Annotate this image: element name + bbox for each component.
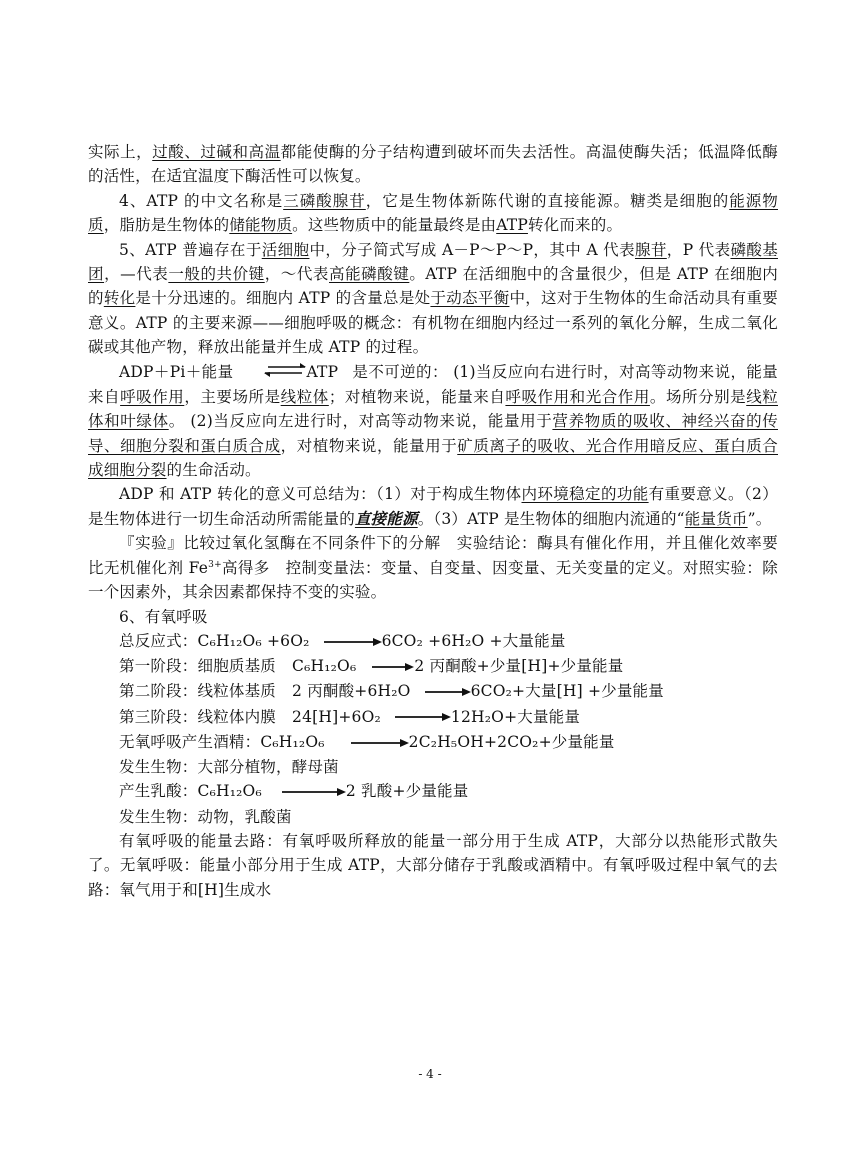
label: 第三阶段：线粒体内膜: [119, 707, 277, 726]
text: 发生生物：动物，乳酸菌: [119, 807, 292, 826]
text: 转化而来的。: [527, 216, 623, 235]
reactant: C₆H₁₂O₆: [197, 782, 262, 801]
text: 实际上，: [88, 143, 153, 161]
underlined-term: ATP: [496, 216, 528, 235]
underlined-term: 线粒体和叶绿体: [88, 387, 778, 431]
label: 总反应式：: [119, 631, 198, 650]
label: 产生乳酸：: [119, 782, 198, 801]
underlined-term: 三磷酸腺苷: [283, 191, 366, 210]
reactant: C₆H₁₂O₆: [260, 732, 325, 751]
underlined-term: 腺苷: [634, 240, 667, 259]
underlined-term: 呼吸作用和光合作用: [505, 387, 650, 406]
paragraph-atp-name: [88, 189, 778, 238]
page-number: - 4 -: [418, 1067, 442, 1081]
product: 2 乳酸+少量能量: [345, 782, 469, 801]
arrow-icon: [351, 731, 409, 755]
arrow-icon: [282, 780, 346, 804]
underlined-term: 能源物质: [88, 191, 778, 235]
equation-stage-3: [88, 705, 778, 730]
text: 有氧呼吸的能量去路：有氧呼吸所释放的能量一部分用于生成 ATP，大部分以热能形式散失了。无氧呼吸：能量小部分用于生成 ATP，大部分储存于乳酸或酒精中。有氧呼吸过程中氧气的去路：氧气用于和[H]生成水: [88, 831, 778, 899]
text: 中，分子简式写成 A－P～P～P，其中 A 代表: [309, 240, 635, 259]
label: 第一阶段：细胞质基质: [119, 657, 277, 676]
label: 无氧呼吸产生酒精：: [119, 732, 261, 751]
text: 是十分迅速的。细胞内 ATP 的含量总是处: [135, 289, 431, 308]
section-title: [88, 605, 778, 629]
equation-anaerobic-alcohol: [88, 730, 778, 755]
text: 4、ATP 的中文名称是: [119, 191, 284, 210]
equation-left: ADP＋Pi＋能量: [119, 362, 234, 381]
emphasized-term: 直接能源: [354, 508, 418, 528]
text: 『实验』比较过氧化氢酶在不同条件下的分解 实验结论：酶具有催化作用，并且催化效率要比无机催化剂 Fe: [88, 534, 778, 577]
text: ，它是生物体新陈代谢的直接能源。糖类是细胞的: [365, 191, 730, 210]
reactant: C₆H₁₂O₆ +6O₂: [197, 631, 310, 650]
underlined-term: 活细胞: [261, 240, 310, 259]
product: 12H₂O+大量能量: [450, 707, 581, 726]
underlined-term: 磷酸基团: [88, 240, 778, 284]
text: ，～代表: [264, 265, 329, 284]
equation-total: [88, 629, 778, 654]
text: 5、ATP 普遍存在于: [119, 240, 262, 259]
text: 6、有氧呼吸: [119, 607, 208, 626]
underlined-term: 转化: [103, 289, 136, 308]
underlined-term: 高能磷酸键: [329, 265, 410, 284]
arrow-icon: [324, 630, 382, 654]
document-page: [88, 140, 778, 902]
text: ADP 和 ATP 转化的意义可总结为：（1）对于构成生物体: [119, 485, 522, 504]
underlined-term: 过酸、过碱和高温: [152, 143, 281, 161]
paragraph-conversion-significance: [88, 482, 778, 531]
paragraph-atp-structure: [88, 238, 778, 360]
underlined-term: 储能物质: [229, 216, 293, 235]
reactant: 24[H]+6O₂: [292, 707, 381, 726]
paragraph-enzyme-activity: [88, 140, 778, 189]
product: 2C₂H₅OH+2CO₂+少量能量: [408, 732, 615, 751]
paragraph-energy-fate: [88, 829, 778, 902]
organisms-lactic: [88, 805, 778, 829]
reversible-arrow-icon: [233, 360, 306, 384]
underlined-term: 能量货币: [684, 509, 748, 528]
reactant: 2 丙酮酸+6H₂O: [292, 682, 411, 701]
equation-stage-2: [88, 679, 778, 704]
text: 发生生物：大部分植物，酵母菌: [119, 757, 339, 776]
equation-stage-1: [88, 654, 778, 679]
text: ”。: [747, 509, 772, 528]
paragraph-experiment: [88, 531, 778, 604]
text: 高得多 控制变量法：变量、自变量、因变量、无关变量的定义。对照实验：除一个因素外，其余因素都保持不变的实验。: [88, 558, 778, 602]
text: 。场所分别是: [649, 387, 747, 406]
text: 有重要意义。（2）是生物体进行一切生命活动所需能量的: [88, 485, 779, 528]
arrow-icon: [425, 680, 471, 704]
text: ，对植物来说，能量用于: [280, 436, 458, 455]
text: 。（3）ATP 是生物体的细胞内流通的“: [417, 509, 685, 528]
paragraph-adp-atp-conversion: [88, 360, 778, 483]
text: 。 (2)当反应向左进行时，对高等动物来说，能量用于: [168, 412, 553, 431]
underlined-term: 呼吸作用: [120, 387, 185, 406]
reactant: C₆H₁₂O₆: [292, 657, 357, 676]
product: 6CO₂+大量[H] +少量能量: [470, 682, 664, 701]
text: 。ATP 在活细胞中的含量很少，但是 ATP 在细胞内的: [88, 265, 779, 308]
text: ；对植物来说，能量来自: [328, 387, 506, 406]
text: 是不可逆的： (1)当反应向右进行时，对高等动物来说，能量来自: [88, 362, 778, 406]
text: ，主要场所是: [184, 387, 281, 406]
text: 的生命活动。: [166, 461, 261, 480]
arrow-icon: [372, 655, 414, 679]
text: ，脂肪是生物体的: [103, 216, 230, 235]
product: 6CO₂ +6H₂O +大量能量: [381, 631, 566, 650]
underlined-term: 于动态平衡: [430, 289, 510, 308]
text: 都能使酶的分子结构遭到破坏而失去活性。高温使酶失活；低温降低酶的活性，在适宜温度下酶活性可以恢复。: [88, 143, 778, 186]
underlined-term: 内环境稳定的功能: [521, 485, 649, 504]
underlined-term: 线粒体: [280, 387, 329, 406]
equation-anaerobic-lactic: [88, 779, 778, 804]
underlined-term: 一般的共价键: [168, 265, 265, 284]
arrow-icon: [395, 705, 451, 729]
underlined-term: 营养物质的吸收、神经兴奋的传导、细胞分裂和蛋白质合成: [88, 412, 778, 455]
organisms-alcohol: [88, 755, 778, 779]
text: ，P 代表: [666, 240, 731, 259]
text: 中，这对于生物体的生命活动具有重要意义。ATP 的主要来源——细胞呼吸的概念：有机物在细胞内经过一系列的氧化分解，生成二氧化碳或其他产物，释放出能量并生成 ATP 的过程。: [88, 289, 778, 357]
superscript: 3+: [208, 559, 222, 570]
underlined-term: 矿质离子的吸收、光合作用暗反应、蛋白质合成细胞分裂: [88, 436, 778, 480]
equation-right: ATP: [306, 362, 339, 381]
product: 2 丙酮酸+少量[H]+少量能量: [414, 657, 624, 676]
text: 。这些物质中的能量最终是由: [292, 216, 497, 235]
label: 第二阶段：线粒体基质: [119, 682, 277, 701]
text: ，—代表: [104, 265, 169, 284]
